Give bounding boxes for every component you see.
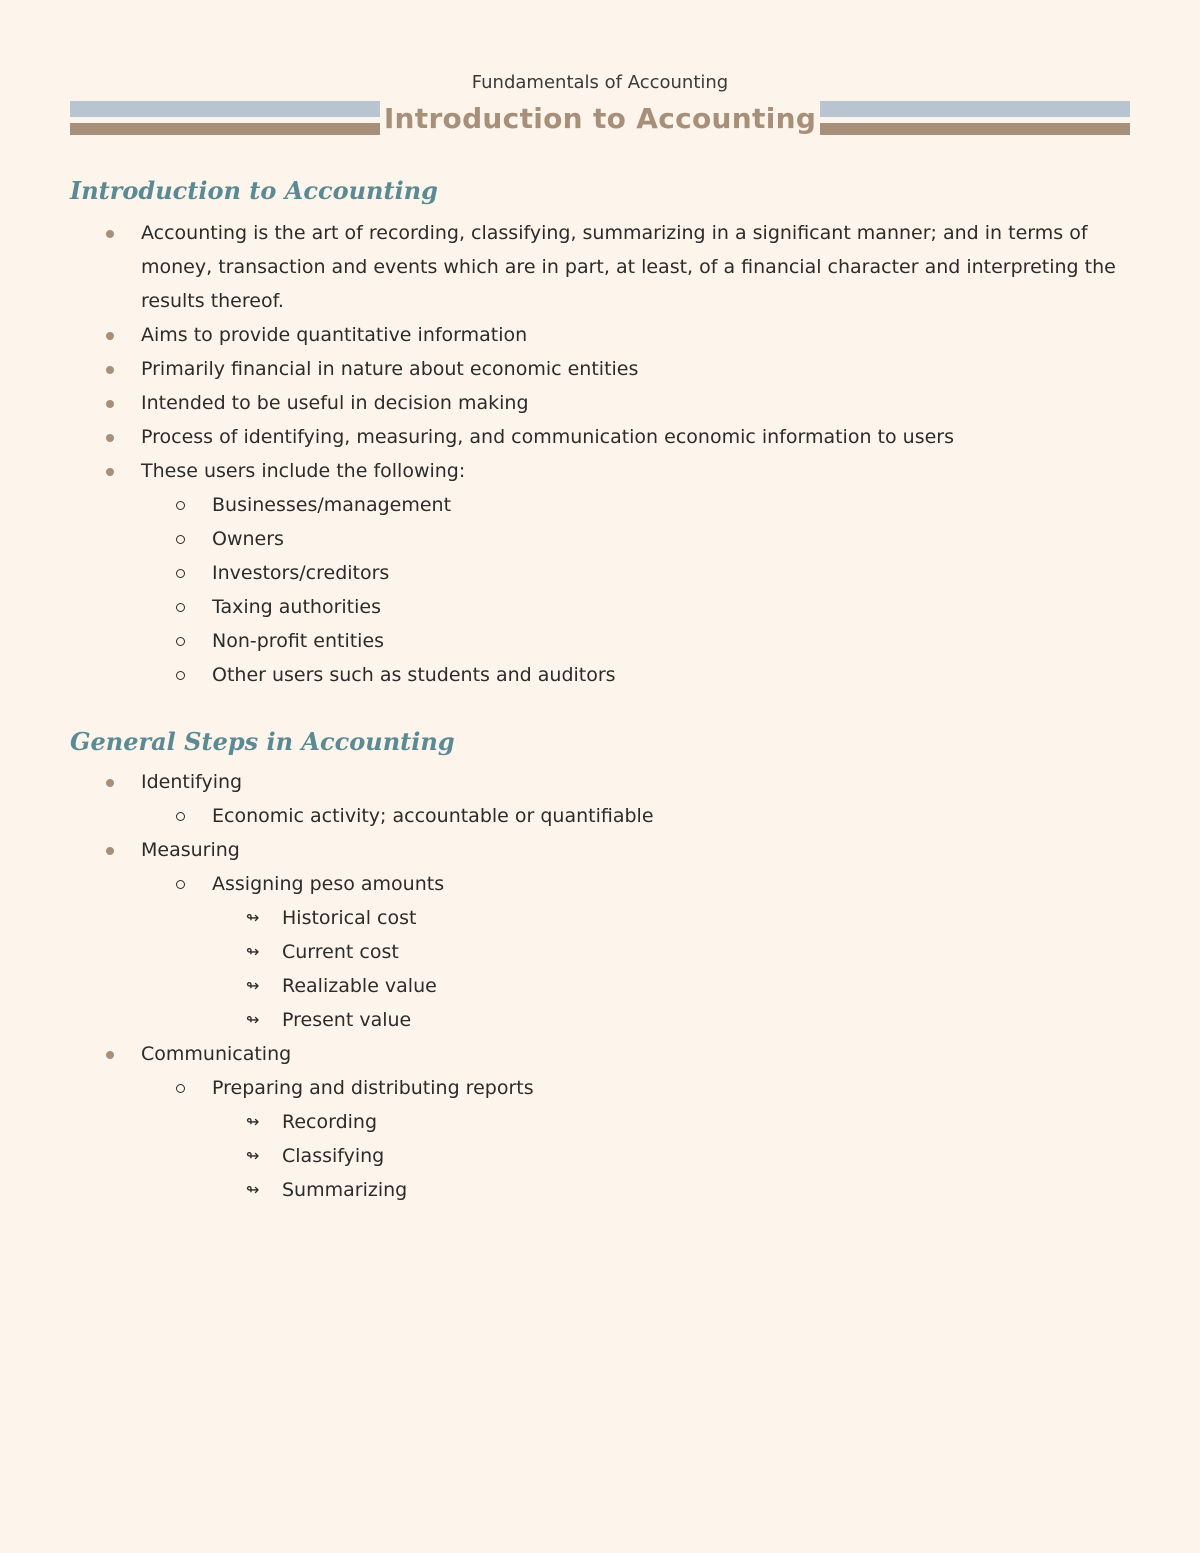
bullet-ring-icon xyxy=(176,1071,185,1105)
list-item: Accounting is the art of recording, classifying, summarizing in a significant manner; and in terms of money, transaction and events which are in part, at least, of a financial character and interpreting the results thereof. xyxy=(0,216,1200,318)
sub-list-item: Assigning peso amounts xyxy=(0,867,1200,901)
right-stripe-decoration xyxy=(820,101,1130,135)
bullet-dot-icon xyxy=(106,318,114,352)
sub-list-item: Businesses/management xyxy=(0,488,1200,522)
curved-arrow-icon: ↬ xyxy=(246,942,260,961)
sub-list-item: Preparing and distributing reports xyxy=(0,1071,1200,1105)
bullet-ring-icon xyxy=(176,867,185,901)
curved-arrow-icon: ↬ xyxy=(246,1146,260,1165)
list-item: Identifying xyxy=(0,765,1200,799)
list-item: Intended to be useful in decision making xyxy=(0,386,1200,420)
curved-arrow-icon: ↬ xyxy=(246,1112,260,1131)
sub-sub-list-item: ↬ Historical cost xyxy=(0,901,1200,935)
bullet-ring-icon xyxy=(176,590,185,624)
bullet-dot-icon xyxy=(106,1037,114,1071)
sub-list-item: Economic activity; accountable or quantifiable xyxy=(0,799,1200,833)
sub-list-item: Owners xyxy=(0,522,1200,556)
intro-bullet-list xyxy=(0,216,1200,692)
page-title: Introduction to Accounting xyxy=(383,101,817,135)
curved-arrow-icon: ↬ xyxy=(246,908,260,927)
sub-sub-list-item: ↬ Realizable value xyxy=(0,969,1200,1003)
bullet-dot-icon xyxy=(106,216,114,250)
bullet-dot-icon xyxy=(106,765,114,799)
left-stripe-decoration xyxy=(70,101,380,135)
bullet-ring-icon xyxy=(176,624,185,658)
curved-arrow-icon: ↬ xyxy=(246,976,260,995)
list-item: These users include the following: xyxy=(0,454,1200,488)
section-heading-steps: General Steps in Accounting xyxy=(70,727,455,756)
sub-list-item: Non-profit entities xyxy=(0,624,1200,658)
curved-arrow-icon: ↬ xyxy=(246,1010,260,1029)
bullet-dot-icon xyxy=(106,833,114,867)
sub-sub-list-item: ↬ Classifying xyxy=(0,1139,1200,1173)
bullet-ring-icon xyxy=(176,522,185,556)
curved-arrow-icon: ↬ xyxy=(246,1180,260,1199)
sub-list-item: Investors/creditors xyxy=(0,556,1200,590)
list-item: Process of identifying, measuring, and communication economic information to users xyxy=(0,420,1200,454)
bullet-ring-icon xyxy=(176,658,185,692)
sub-sub-list-item: ↬ Present value xyxy=(0,1003,1200,1037)
title-banner xyxy=(70,100,1130,136)
sub-sub-list-item: ↬ Recording xyxy=(0,1105,1200,1139)
list-item: Communicating xyxy=(0,1037,1200,1071)
list-item: Primarily financial in nature about economic entities xyxy=(0,352,1200,386)
sub-list-item: Taxing authorities xyxy=(0,590,1200,624)
bullet-ring-icon xyxy=(176,488,185,522)
course-name: Fundamentals of Accounting xyxy=(471,72,729,93)
bullet-dot-icon xyxy=(106,420,114,454)
list-item: Measuring xyxy=(0,833,1200,867)
section-heading-intro: Introduction to Accounting xyxy=(70,176,438,205)
sub-sub-list-item: ↬ Current cost xyxy=(0,935,1200,969)
sub-list-item: Other users such as students and auditors xyxy=(0,658,1200,692)
sub-sub-list-item: ↬ Summarizing xyxy=(0,1173,1200,1207)
steps-bullet-list xyxy=(0,765,1200,1207)
bullet-ring-icon xyxy=(176,799,185,833)
bullet-dot-icon xyxy=(106,352,114,386)
bullet-dot-icon xyxy=(106,386,114,420)
bullet-ring-icon xyxy=(176,556,185,590)
bullet-dot-icon xyxy=(106,454,114,488)
list-item: Aims to provide quantitative information xyxy=(0,318,1200,352)
